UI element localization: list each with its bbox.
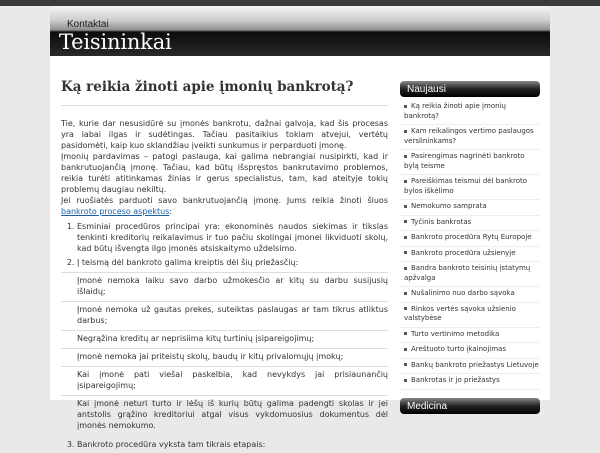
sidebar-link[interactable]: Areštuoto turto įkainojimas: [411, 345, 506, 353]
site-title[interactable]: Teisininkai: [59, 30, 172, 54]
sidebar-link[interactable]: Kam reikalingos vertimo paslaugos verslininkams?: [404, 127, 534, 145]
bullet-icon: [404, 236, 407, 239]
bullet-icon: [404, 332, 407, 335]
post-title[interactable]: Ką reikia žinoti apie įmonių bankrotą?: [61, 79, 354, 95]
recent-posts-list: [400, 100, 540, 390]
sidebar-item[interactable]: [400, 359, 540, 375]
reasons-list: [61, 272, 388, 435]
sidebar-link[interactable]: Nušalinimo nuo darbo sąvoka: [411, 289, 515, 297]
sidebar: [400, 81, 540, 414]
site-header: [50, 6, 550, 56]
list-item: Įmonė nemoka už gautas prekes, suteiktas paslaugas ar tam tikrus atliktus darbus;: [61, 301, 388, 330]
bullet-icon: [404, 220, 407, 223]
bankroto-link[interactable]: bankroto proceso aspektus: [61, 207, 170, 216]
list-item: Įmonė nemoka jai priteistų skolų, baudų ir kitų privalomųjų įmokų;: [61, 348, 388, 366]
title-divider: [61, 105, 388, 106]
bullet-icon: [404, 105, 407, 108]
sidebar-item[interactable]: [400, 303, 540, 328]
aspects-list: [61, 221, 388, 450]
sidebar-link[interactable]: Ką reikia žinoti apie įmonių bankrotą?: [404, 102, 506, 120]
sidebar-item[interactable]: [400, 100, 540, 125]
sidebar-item[interactable]: [400, 200, 540, 216]
lead-after: :: [169, 207, 173, 216]
sidebar-item[interactable]: [400, 262, 540, 287]
list-item: Kai įmonė neturi turto ir lėšų iš kurių būtų galima padengti skolas ir jei antstolis grąžino kreditoriui atgal visus vykdomuosius dokumentus dėl įmonės nemokumo.: [61, 395, 388, 435]
sidebar-item[interactable]: [400, 287, 540, 303]
page-wrapper: [50, 6, 550, 449]
list-item: Įmonė nemoka laiku savo darbo užmokesčio ar kitų su darbu susijusių išlaidų;: [61, 272, 388, 301]
sidebar-link[interactable]: Bandra bankroto teisinių įstatymų apžvalga: [404, 264, 531, 282]
list-item: Negrąžina kreditų ar neprisiima kitų turtinių įsipareigojimų;: [61, 330, 388, 348]
sidebar-link[interactable]: Bankroto procedūra užsienyje: [411, 248, 516, 257]
sidebar-item[interactable]: [400, 374, 540, 390]
bullet-icon: [404, 130, 407, 133]
bullet-icon: [404, 307, 407, 310]
post-body: [61, 118, 388, 450]
sidebar-link[interactable]: Rinkos vertės sąvoka užsienio valstybėse: [404, 304, 516, 322]
bullet-icon: [404, 348, 407, 351]
list-item-text: Į teismą dėl bankroto galima kreiptis dėl šių priežasčių:: [77, 258, 299, 267]
sidebar-link[interactable]: Tyčinis bankrotas: [411, 217, 472, 226]
lead-text: Jei ruošiatės parduoti savo bankrutuojančią įmonę. Jums reikia žinoti šiuos: [61, 196, 388, 205]
sidebar-item[interactable]: [400, 150, 540, 175]
sidebar-link[interactable]: Bankrotas ir jo priežastys: [411, 376, 500, 384]
sidebar-link[interactable]: Pasirengimas nagrinėti bankroto bylą teisme: [404, 152, 525, 170]
sidebar-item[interactable]: [400, 125, 540, 150]
bullet-icon: [404, 155, 407, 158]
sidebar-item[interactable]: [400, 328, 540, 344]
bullet-icon: [404, 292, 407, 295]
nav-link-kontaktai[interactable]: Kontaktai: [67, 19, 109, 30]
main-content: [61, 78, 388, 453]
sidebar-heading-medicina: Medicina: [400, 398, 540, 414]
bullet-icon: [404, 180, 407, 183]
sidebar-link[interactable]: Nemokumo samprata: [411, 202, 487, 210]
bullet-icon: [404, 267, 407, 270]
sidebar-item[interactable]: [400, 247, 540, 263]
sidebar-link[interactable]: Pareiškimas teismui dėl bankroto bylos iškėlimo: [404, 177, 528, 195]
sidebar-item[interactable]: [400, 216, 540, 232]
list-item: 3. Bankroto procedūra vyksta tam tikrais etapais:: [77, 439, 388, 450]
bullet-icon: [404, 363, 407, 366]
list-item: [77, 257, 388, 435]
sidebar-link[interactable]: Turto vertinimo metodika: [411, 329, 500, 338]
bullet-icon: [404, 205, 407, 208]
bullet-icon: [404, 251, 407, 254]
bullet-icon: [404, 379, 407, 382]
post-paragraph: Įmonių pardavimas – patogi paslauga, kai galima nebrangiai nusipirkti, kad ir bankrutuojančią įmonę. Tačiau, kad būtų išspręstos bankrutavimo problemos, reikia turėti atitinkamas žinias ir gerus specialistus, tam, kad ateityje tokių problemų daugiau nekiltų.: [61, 152, 388, 194]
sidebar-link[interactable]: Bankroto procedūra Rytų Europoje: [411, 233, 532, 241]
sidebar-link[interactable]: Bankų bankroto priežastys Lietuvoje: [411, 360, 539, 369]
sidebar-item[interactable]: [400, 343, 540, 359]
sidebar-item[interactable]: [400, 231, 540, 247]
list-item: Kai įmonė pati viešai paskelbia, kad nevykdys jai prisiaunančių įsipareigojimų;: [61, 366, 388, 395]
sidebar-item[interactable]: [400, 175, 540, 200]
list-item: 1. Esminiai procedūros principai yra: ekonominės naudos siekimas ir tikslas tenkinti kreditorių reikalavimus ir tuo pačiu skolingai įmonei likviduoti skolų, kad būtų išvengta ilgo įmonės atsiskaitymo uždelsimo.: [77, 221, 388, 254]
sidebar-heading-naujausi: Naujausi: [400, 81, 540, 97]
post-lead: [61, 195, 388, 217]
post-paragraph: Tie, kurie dar nesusidūrė su įmonės bankrotu, dažnai galvoja, kad šis procesas yra labai ilgas ir sudėtingas. Tačiau pasitaikius tokiam atvejui, vertėtų pasidomėti, kaip kuo sklandžiau įveikti sunkumus ir perparduoti įmonę.: [61, 119, 388, 150]
